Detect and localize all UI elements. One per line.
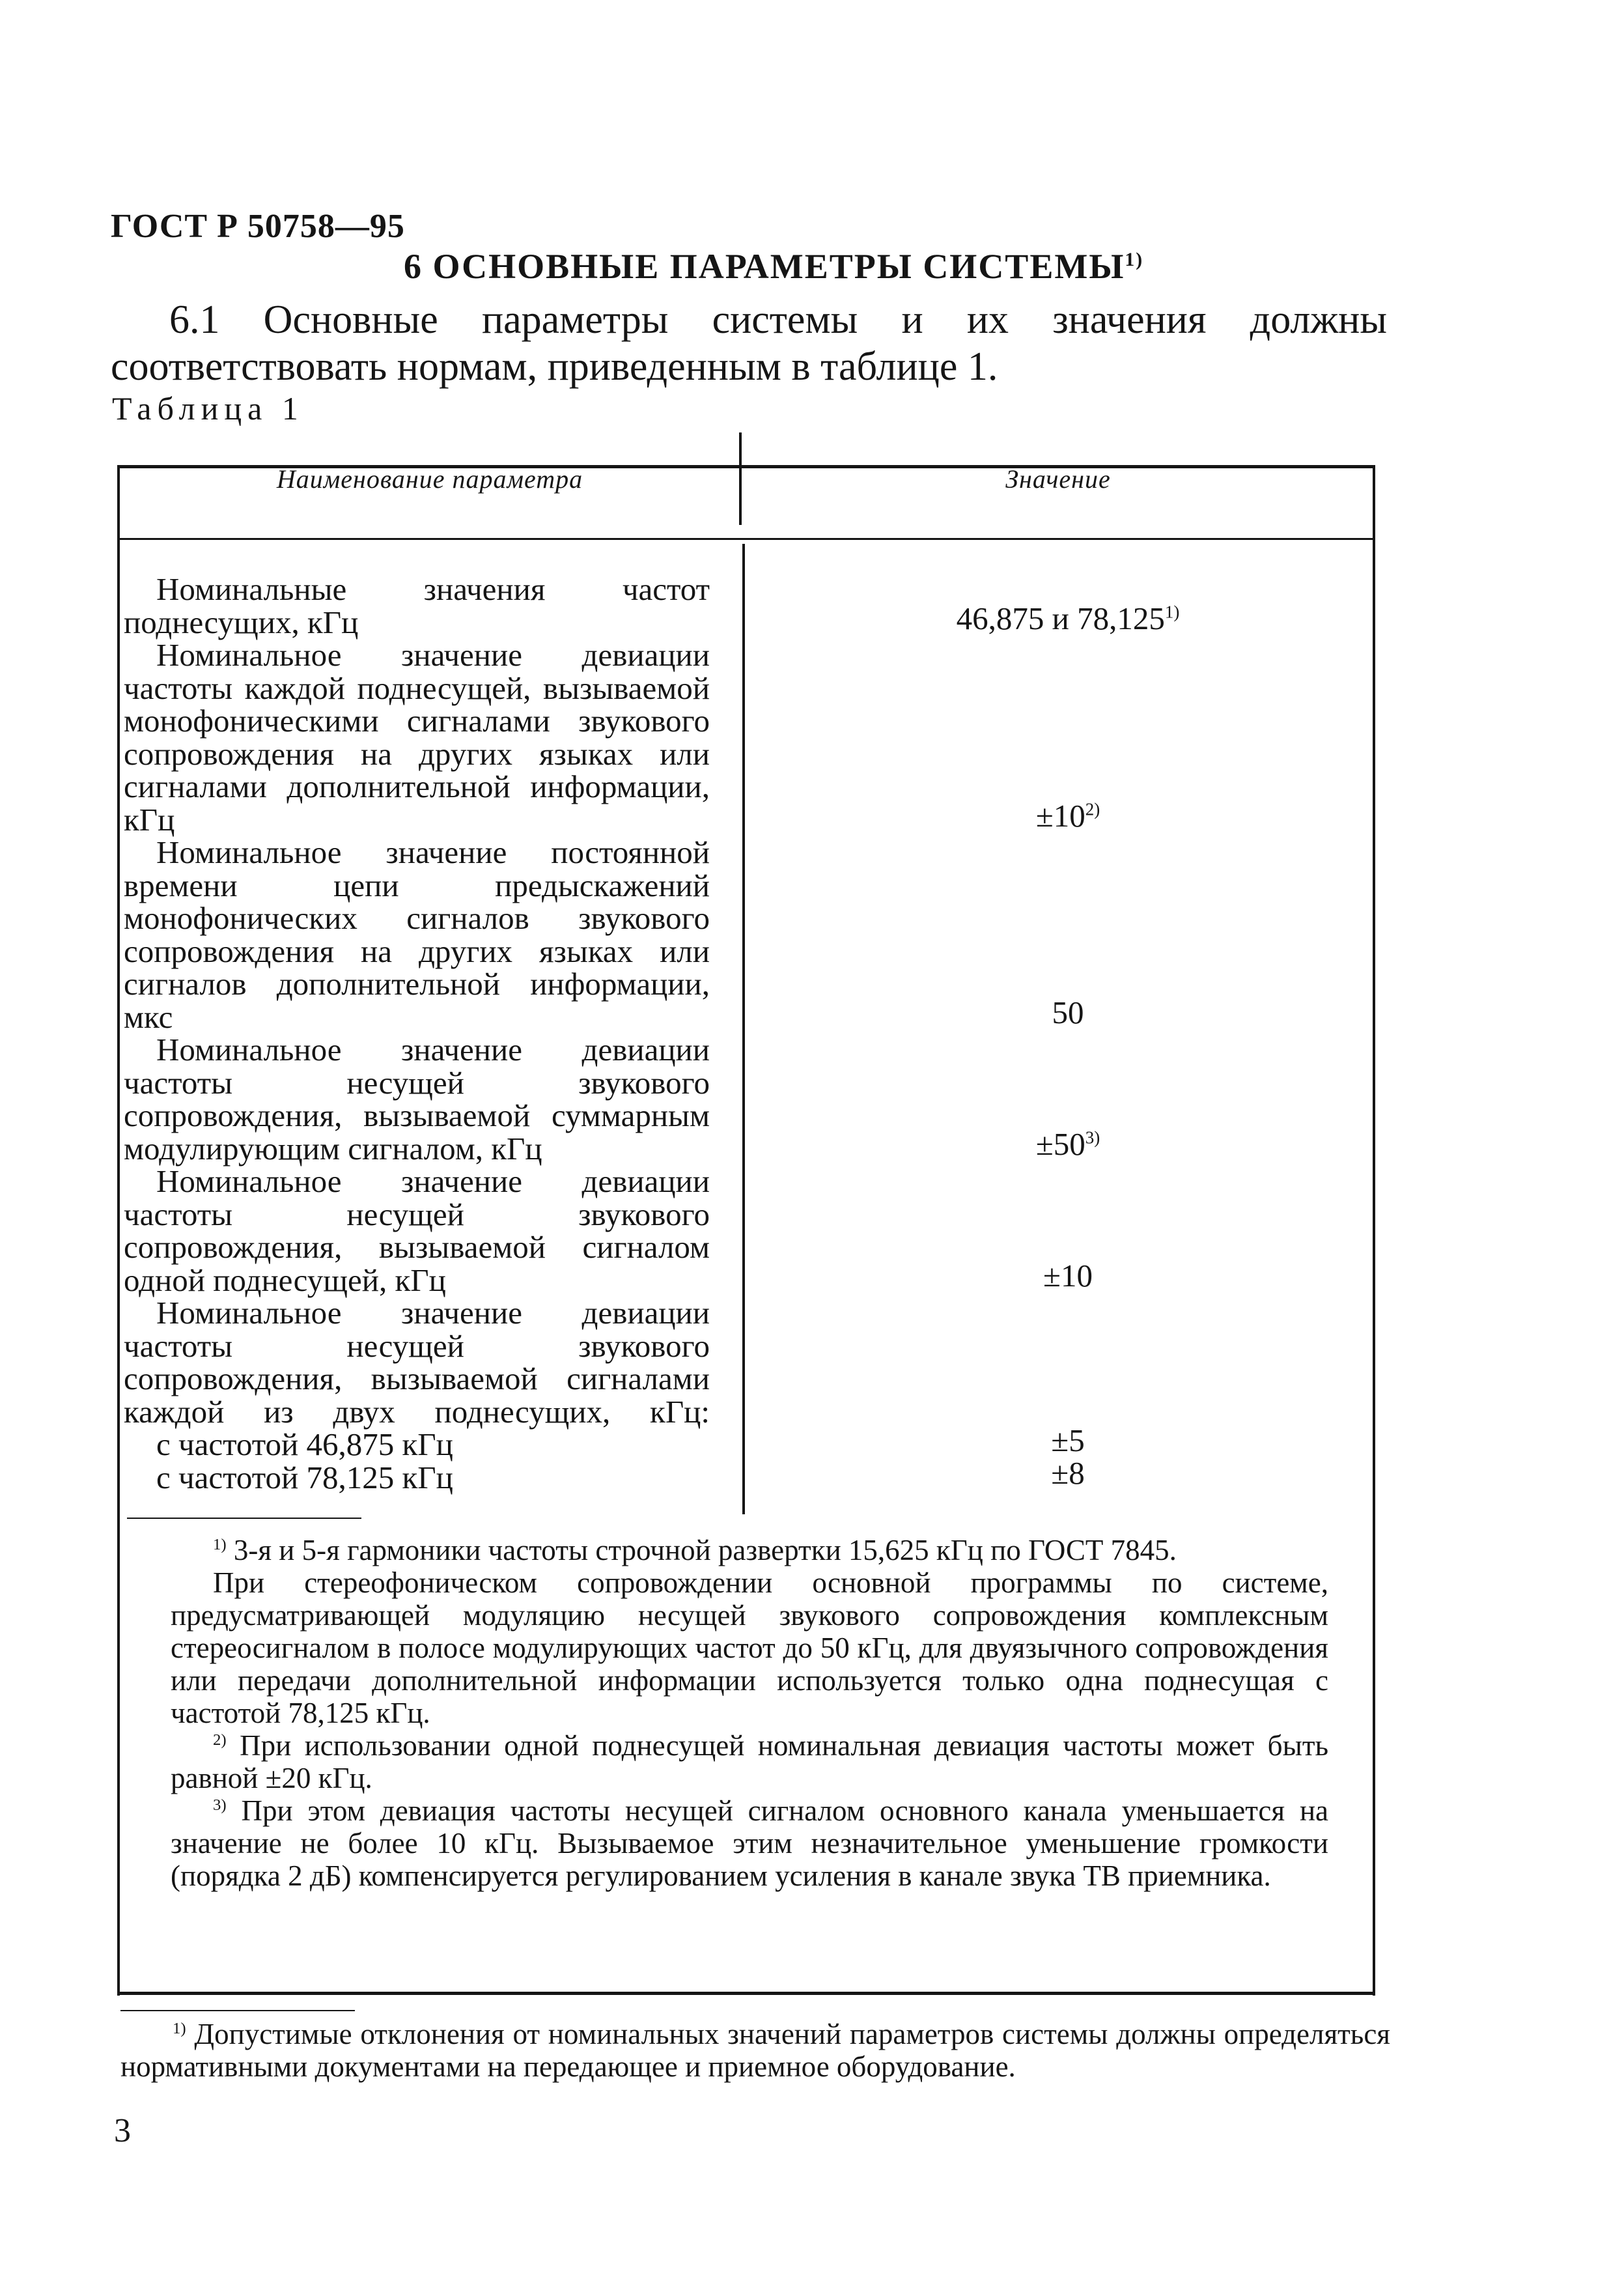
column-header-value: Значение — [1005, 464, 1111, 494]
table-row-param: Номинальное значение девиации частоты несущей звукового сопровождения, вызываемой сигналами каждой из двух поднесущих, кГц: — [124, 1295, 710, 1430]
table-row-value — [749, 997, 1387, 1029]
table-row-param: Номинальное значение девиации частоты несущей звукового сопровождения, вызываемой сигналом одной поднесущей, кГц — [124, 1163, 710, 1298]
table-row-value — [749, 1128, 1387, 1161]
table-header-rule — [117, 538, 1375, 540]
table-note — [171, 1729, 1328, 1794]
value-note: 3) — [1085, 1127, 1100, 1148]
value-text: ±10 — [1043, 1258, 1093, 1293]
value-text: 46,875 и 78,125 — [956, 601, 1165, 636]
table-row-param: Номинальное значение девиации частоты несущей звукового сопровождения, вызываемой суммарным модулирующим сигналом, кГц — [124, 1032, 710, 1166]
note-text: 3-я и 5-я гармоники частоты строчной развертки 15,625 кГц по ГОСТ 7845. — [233, 1534, 1177, 1566]
table-left-border — [117, 465, 120, 1996]
document-id: ГОСТ Р 50758—95 — [111, 208, 405, 245]
section-title — [404, 246, 1143, 287]
column-header-parameter: Наименование параметра — [276, 464, 583, 494]
note-text: При использовании одной поднесущей номинальная девиация частоты может быть равной ±20 кГц. — [171, 1729, 1329, 1794]
page-footnote-rule — [120, 2010, 355, 2011]
parameter-column — [124, 573, 710, 1494]
table-bottom-rule — [117, 1992, 1375, 1995]
table-subrow-param: с частотой 78,125 кГц — [156, 1459, 453, 1495]
table-row-value — [749, 602, 1387, 635]
section-title-text: 6 ОСНОВНЫЕ ПАРАМЕТРЫ СИСТЕМЫ — [404, 247, 1125, 286]
table-subrow-value: ±8 — [1051, 1455, 1085, 1491]
note-mark: 1) — [213, 1536, 227, 1553]
value-note: 2) — [1085, 799, 1100, 819]
table-note — [171, 1794, 1328, 1892]
table-note — [171, 1534, 1328, 1566]
intro-paragraph: 6.1 Основные параметры системы и их значения должны соответствовать нормам, приведенным в таблице 1. — [111, 298, 1387, 389]
note-mark: 3) — [213, 1796, 227, 1814]
table-notes-rule — [127, 1518, 361, 1519]
table-right-border — [1373, 465, 1375, 1996]
table-row-value — [749, 1260, 1387, 1292]
table-subrow-param: с частотой 46,875 кГц — [156, 1426, 453, 1462]
table-note — [171, 1566, 1328, 1729]
value-text: ±50 — [1035, 1126, 1085, 1162]
note-text: При этом девиация частоты несущей сигналом основного канала уменьшается на значение не более 10 кГц. Вызываемое этим незначительное уменьшение громкости (порядка 2 дБ) компенсируется регулированием усиления в канале звука ТВ приемника. — [171, 1794, 1329, 1892]
page-number: 3 — [114, 2112, 131, 2149]
note-text: При стереофоническом сопровождении основной программы по системе, предусматривающей модуляцию несущей звукового сопровождения комплексным стереосигналом в полосе модулирующих частот до 50 кГц, для двуязычного сопровождения или передачи дополнительной информации используется только одна поднесущая с частотой 78,125 кГц. — [171, 1566, 1328, 1729]
note-mark: 2) — [213, 1731, 227, 1749]
value-note: 1) — [1164, 602, 1180, 622]
page-footnote — [120, 2018, 1390, 2083]
value-text: 50 — [1052, 995, 1084, 1030]
table-row-param: Номинальные значения частот поднесущих, кГц — [124, 571, 710, 640]
table-caption: Таблица 1 — [112, 390, 304, 427]
value-text: ±10 — [1035, 798, 1085, 834]
table-notes — [171, 1534, 1328, 1892]
table-header-divider — [739, 432, 742, 525]
table-column-divider — [742, 544, 745, 1514]
footnote-mark: 1) — [173, 2020, 186, 2037]
table-subrow-value: ±5 — [1051, 1422, 1085, 1458]
table-row-param: Номинальное значение девиации частоты каждой поднесущей, вызываемой монофоническими сигналами звукового сопровождения на других языках или сигналами дополнительной информации, кГц — [124, 637, 710, 838]
section-title-note: 1) — [1125, 249, 1144, 270]
footnote-text: Допустимые отклонения от номинальных значений параметров системы должны определяться нормативными документами на передающее и приемное оборудование. — [120, 2018, 1391, 2083]
table-row-value — [749, 800, 1387, 832]
table-row-param: Номинальное значение постоянной времени цепи предыскажений монофонических сигналов звукового сопровождения на других языках или сигналов дополнительной информации, мкс — [124, 834, 710, 1035]
